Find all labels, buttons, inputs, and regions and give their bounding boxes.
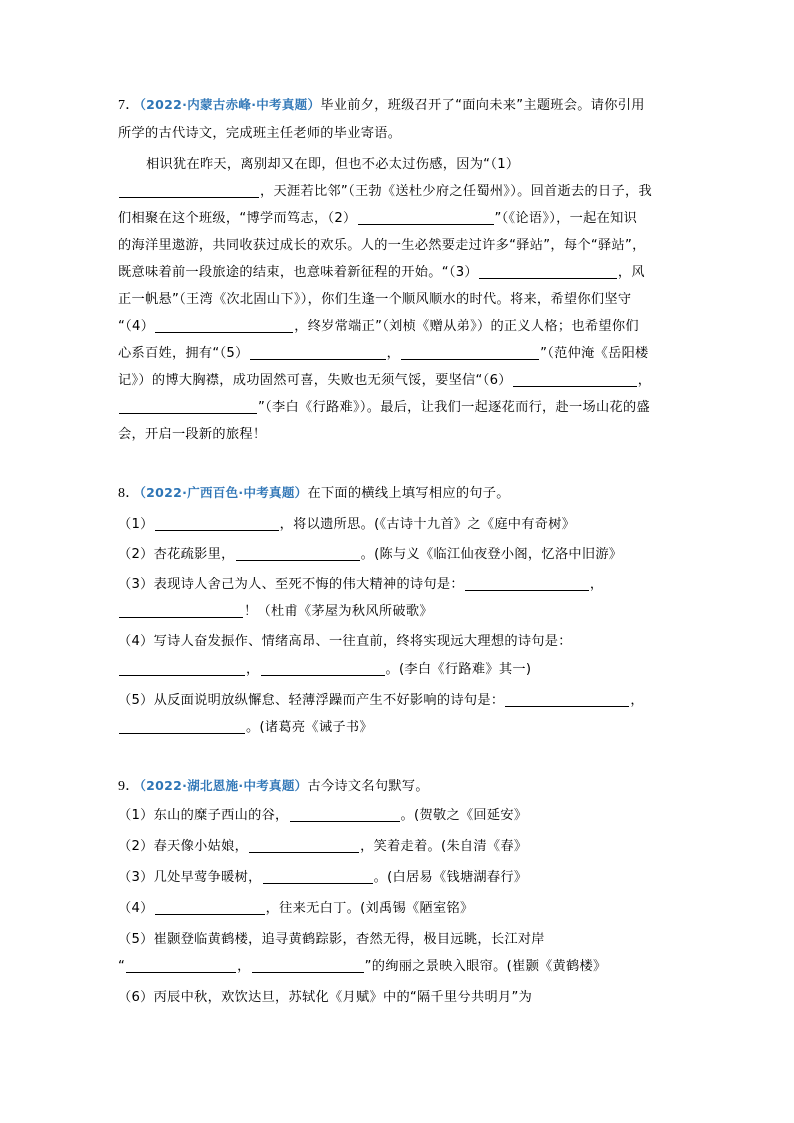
answer-blank[interactable]: [250, 344, 386, 360]
q7-para-line-10: [118, 398, 650, 418]
q8-text: 。(陈与义《临江仙夜登小阁，忆洛中旧游》: [360, 547, 623, 562]
q9-item-6: [118, 988, 532, 1008]
q8-item-3: [118, 575, 603, 595]
answer-blank[interactable]: [249, 837, 359, 853]
answer-blank[interactable]: [290, 806, 400, 822]
q9-text: （3）几处早莺争暖树，: [118, 870, 262, 885]
q7-text: ，: [637, 373, 652, 388]
q8-item-5: [118, 691, 644, 711]
q7-text: 心系百姓，拥有“（5）: [118, 346, 249, 361]
q9-line-1: [118, 776, 429, 797]
q7-text: ，: [386, 346, 401, 361]
q9-text: ，: [237, 959, 251, 974]
q7-text: ，风: [617, 265, 645, 280]
q7-stem-1: 毕业前夕，班级召开了“面向未来”主题班会。请你引用: [320, 98, 645, 113]
q7-para-line-2: [118, 182, 652, 202]
q8-text: 。(李白《行路难》其一): [385, 662, 532, 677]
q7-text: 的海洋里遨游，共同收获过成长的欢乐。人的一生必然要走过许多“驿站”，每个“驿站”，: [118, 238, 646, 253]
answer-blank[interactable]: [119, 398, 257, 414]
answer-blank[interactable]: [155, 899, 265, 915]
answer-blank[interactable]: [119, 718, 245, 734]
q9-text: （4）: [118, 901, 154, 916]
q7-text: ”（李白《行路难》）。最后，让我们一起逐花而行，赴一场山花的盛: [258, 400, 650, 415]
q8-text: ，: [246, 662, 260, 677]
q8-item-5-cont: [118, 718, 373, 738]
q9-text: （5）崔颢登临黄鹤楼，追寻黄鹤踪影，杳然无得，极目远眺，长江对岸: [118, 932, 545, 947]
q9-item-4: [118, 899, 473, 919]
q9-item-3: [118, 868, 527, 888]
q7-text: 记》）的博大胸襟，成功固然可喜，失败也无须气馁，要坚信“（6）: [118, 373, 512, 388]
q9-number: 9．: [118, 779, 140, 794]
answer-blank[interactable]: [126, 957, 236, 973]
q7-para-line-8: [118, 344, 649, 364]
q9-text: “: [118, 959, 126, 974]
q9-text: ”的绚丽之景映入眼帘。(崔颢《黄鹤楼》: [364, 959, 607, 974]
answer-blank[interactable]: [252, 957, 364, 973]
q9-stem: 古今诗文名句默写。: [307, 779, 429, 794]
q7-text: 正一帆悬”（王湾《次北固山下》），你们生逢一个顺风顺水的时代。将来，希望你们坚守: [118, 292, 632, 307]
q9-text: （2）春天像小姑娘，: [118, 839, 249, 854]
q9-text: （1）东山的糜子西山的谷，: [118, 808, 289, 823]
q7-para-line-4: [118, 236, 646, 256]
q8-text: （3）表现诗人舍己为人、至死不悔的伟大精神的诗句是：: [118, 577, 464, 592]
q7-text: “（4）: [118, 319, 155, 334]
q7-text: ”（范仲淹《岳阳楼: [540, 346, 649, 361]
q7-text: 既意味着前一段旅途的结束，也意味着新征程的开始。“（3）: [118, 265, 478, 280]
q8-source: （2022·广西百色·中考真题）: [139, 485, 308, 500]
q7-para-line-5: [118, 263, 645, 283]
q8-item-4: [118, 632, 572, 652]
q9-source: （2022·湖北恩施·中考真题）: [139, 778, 308, 793]
answer-blank[interactable]: [236, 545, 360, 561]
q8-item-1: [118, 515, 575, 535]
q7-text: ”（《论语》），一起在知识: [494, 211, 638, 226]
q7-para-line-3: [118, 209, 637, 229]
q8-text: ，: [589, 577, 604, 592]
answer-blank[interactable]: [479, 263, 617, 279]
answer-blank[interactable]: [119, 660, 245, 676]
answer-blank[interactable]: [505, 691, 629, 707]
q7-line-1: [118, 95, 645, 116]
q8-line-1: [118, 483, 510, 504]
answer-blank[interactable]: [358, 209, 494, 225]
answer-blank[interactable]: [263, 868, 373, 884]
q8-item-2: [118, 545, 622, 565]
q8-stem: 在下面的横线上填写相应的句子。: [307, 486, 510, 501]
q7-text: ，天涯若比邻”（王勃《送杜少府之任蜀州》）。回首逝去的日子，我: [260, 184, 652, 199]
q9-text: （6）丙辰中秋，欢饮达旦，苏轼化《月赋》中的“隔千里兮共明月”为: [118, 990, 533, 1005]
q9-text: ，往来无白丁。(刘禹锡《陋室铭》: [265, 901, 474, 916]
q8-text: （1）: [118, 517, 154, 532]
answer-blank[interactable]: [119, 602, 243, 618]
q9-text: ，笑着走着。(朱自清《春》: [360, 839, 528, 854]
q7-text: 相识犹在昨天，离别却又在即，但也不必太过伤感，因为“（1）: [146, 157, 520, 172]
q8-item-3-cont: [118, 602, 433, 622]
q7-text: ，终岁常端正”（刘桢《赠从弟》）的正义人格；也希望你们: [294, 319, 639, 334]
answer-blank[interactable]: [261, 660, 385, 676]
q8-text: （5）从反面说明放纵懈怠、轻薄浮躁而产生不好影响的诗句是：: [118, 693, 505, 708]
q7-line-2: [118, 124, 401, 144]
q7-number: 7．: [118, 98, 140, 113]
q9-item-5: [118, 930, 545, 950]
q8-number: 8．: [118, 486, 140, 501]
q7-source: （2022·内蒙古赤峰·中考真题）: [139, 97, 321, 112]
answer-blank[interactable]: [513, 371, 637, 387]
q9-item-2: [118, 837, 527, 857]
q7-para-line-9: [118, 371, 651, 391]
q7-text: 会，开启一段新的旅程！: [118, 427, 267, 442]
q9-item-1: [118, 806, 527, 826]
q9-item-5-cont: [118, 957, 607, 977]
answer-blank[interactable]: [155, 317, 293, 333]
q7-para-line-6: [118, 290, 631, 310]
q7-para-line-11: [118, 425, 266, 445]
q7-para-line-1: [146, 155, 519, 175]
q8-text: （2）杏花疏影里，: [118, 547, 235, 562]
q7-para-line-7: [118, 317, 639, 337]
q8-text: ，: [630, 693, 644, 708]
answer-blank[interactable]: [119, 182, 259, 198]
q8-text: ，将以遗所思。(《古诗十九首》之《庭中有奇树》: [279, 517, 576, 532]
answer-blank[interactable]: [465, 575, 589, 591]
q8-item-4-cont: [118, 660, 531, 680]
q9-text: 。(贺敬之《回延安》: [400, 808, 528, 823]
q8-text: 。(诸葛亮《诫子书》: [246, 720, 373, 735]
q7-stem-2: 所学的古代诗文，完成班主任老师的毕业寄语。: [118, 126, 402, 141]
q8-text: （4）写诗人奋发振作、情绪高昂、一往直前，终将实现远大理想的诗句是：: [118, 634, 572, 649]
answer-blank[interactable]: [155, 515, 279, 531]
q8-text: ！（杜甫《茅屋为秋风所破歌》: [244, 604, 433, 619]
q9-text: 。(白居易《钱塘湖春行》: [373, 870, 528, 885]
answer-blank[interactable]: [401, 344, 539, 360]
q7-text: 们相聚在这个班级，“博学而笃志，（2）: [118, 211, 357, 226]
